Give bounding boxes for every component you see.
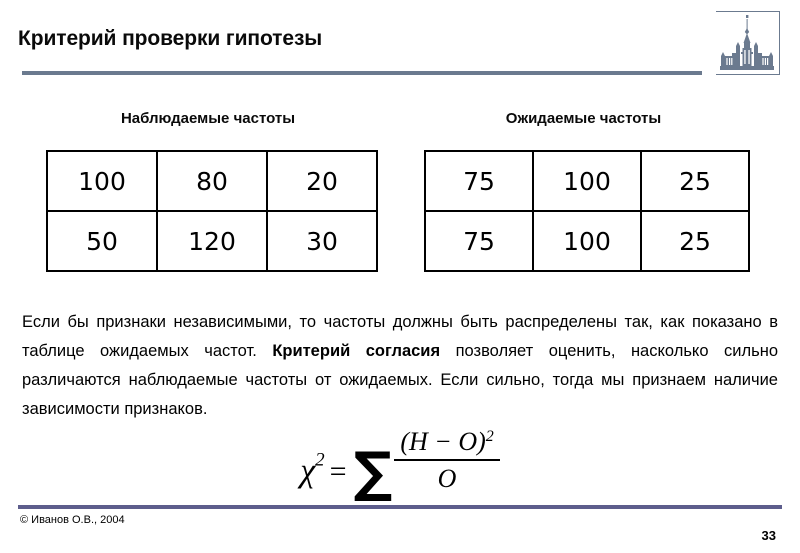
chi-exponent: 2	[315, 449, 325, 471]
header-divider	[22, 71, 702, 75]
table-cell: 30	[267, 211, 377, 271]
table-cell: 80	[157, 151, 267, 211]
fraction-denominator: O	[437, 463, 457, 493]
body-text-part-2: позволяет оценить, насколько сильно различаются наблюдаемые частоты от ожидаемых. Если сильно, тогда мы признаем наличие зависимости признаков.	[22, 342, 779, 418]
table-cell: 120	[157, 211, 267, 271]
table-cell: 100	[533, 151, 641, 211]
page-title: Критерий проверки гипотезы	[18, 27, 323, 50]
body-paragraph	[22, 308, 778, 424]
table-cell: 20	[267, 151, 377, 211]
page-number: 33	[761, 528, 776, 543]
observed-frequencies-table	[46, 150, 378, 272]
numerator-exponent: 2	[485, 428, 494, 445]
equals-sign: =	[329, 454, 347, 488]
table-cell: 25	[641, 151, 749, 211]
table-row	[425, 151, 749, 211]
body-text-emphasis: Критерий согласия	[272, 342, 441, 360]
chi-square-formula	[0, 428, 800, 504]
fraction	[394, 428, 499, 493]
observed-frequencies-caption: Наблюдаемые частоты	[120, 110, 296, 127]
expected-frequencies-table	[424, 150, 750, 272]
table-cell: 25	[641, 211, 749, 271]
table-row	[47, 211, 377, 271]
formula-expression	[300, 428, 500, 504]
table-row	[47, 151, 377, 211]
numerator-expression: (H − O)	[400, 427, 486, 456]
table-row	[425, 211, 749, 271]
footer-divider	[18, 505, 782, 509]
table-cell: 100	[533, 211, 641, 271]
table-cell: 100	[47, 151, 157, 211]
body-text-part-1: Если бы признаки независимыми, то частоты должны быть распределены так, как показано в таблице ожидаемых частот.	[22, 313, 778, 360]
summation-sigma-icon: ∑	[353, 440, 392, 504]
chi-symbol: χ	[300, 452, 316, 490]
copyright-notice: © Иванов О.В., 2004	[20, 514, 125, 526]
table-cell: 50	[47, 211, 157, 271]
table-cell: 75	[425, 151, 533, 211]
slide-header	[0, 0, 800, 80]
msu-main-building-logo-icon	[716, 11, 780, 75]
table-cell: 75	[425, 211, 533, 271]
fraction-numerator	[394, 428, 499, 461]
expected-frequencies-caption: Ожидаемые частоты	[505, 110, 662, 127]
